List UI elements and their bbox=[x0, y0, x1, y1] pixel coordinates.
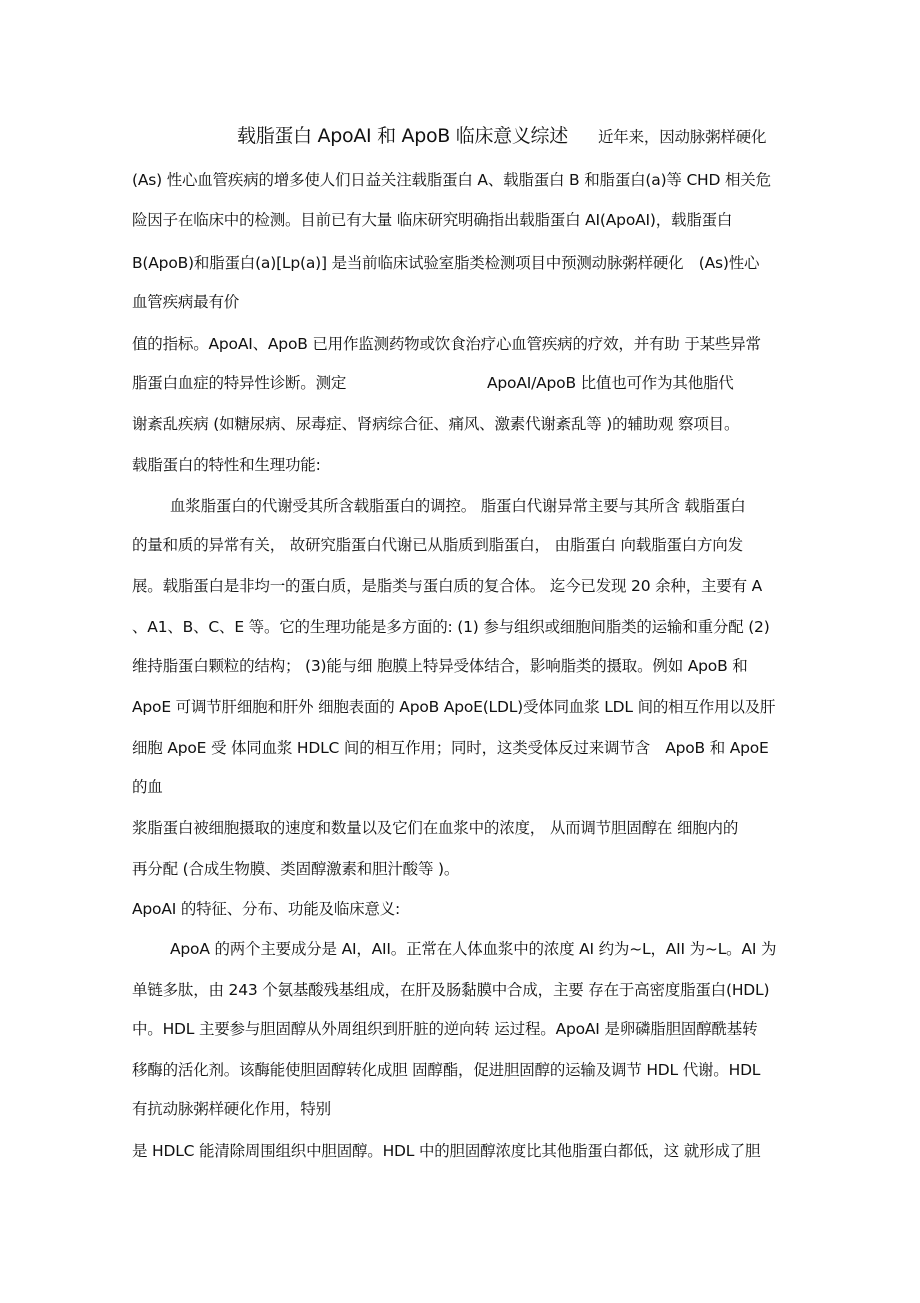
document-title: 载脂蛋白 ApoAI 和 ApoB 临床意义综述 bbox=[237, 125, 568, 147]
paragraph-line: 近年来，因动脉粥样硬化 bbox=[598, 128, 767, 146]
paragraph-line: ApoAI/ApoB 比值也可作为其他脂代 bbox=[487, 374, 734, 392]
paragraph-line: 是 HDLC 能清除周围组织中胆固醇。HDL 中的胆固醇浓度比其他脂蛋白都低，这 就形成了胆 bbox=[132, 1142, 761, 1160]
paragraph-line: 谢紊乱疾病 (如糖尿病、尿毒症、肾病综合征、痛风、激素代谢紊乱等 )的辅助观 察项目。 bbox=[132, 415, 740, 433]
paragraph-line: 移酶的活化剂。该酶能使胆固醇转化成胆 固醇酯，促进胆固醇的运输及调节 HDL 代谢。HDL bbox=[132, 1061, 761, 1079]
paragraph-line: 、A1、B、C、E 等。它的生理功能是多方面的: (1) 参与组织或细胞间脂类的运输和重分配 (2) bbox=[132, 618, 770, 636]
paragraph-line: 再分配 (合成生物膜、类固醇激素和胆汁酸等 )。 bbox=[132, 860, 460, 878]
section-heading: 载脂蛋白的特性和生理功能: bbox=[132, 456, 321, 474]
paragraph-line: ApoA 的两个主要成分是 AI，AII。正常在人体血浆中的浓度 AI 约为~L，AII 为~L。AI 为 bbox=[170, 940, 777, 958]
paragraph-line: 血管疾病最有价 bbox=[132, 293, 240, 311]
paragraph-line: 展。载脂蛋白是非均一的蛋白质，是脂类与蛋白质的复合体。 迄今已发现 20 余种，主要有 A bbox=[132, 577, 763, 595]
paragraph-line: 单链多肽，由 243 个氨基酸残基组成，在肝及肠黏膜中合成，主要 存在于高密度脂蛋白(HDL) bbox=[132, 981, 770, 999]
paragraph-line: 维持脂蛋白颗粒的结构； (3)能与细 胞膜上特异受体结合，影响脂类的摄取。例如 ApoB 和 bbox=[132, 657, 748, 675]
paragraph-line: 中。HDL 主要参与胆固醇从外周组织到肝脏的逆向转 运过程。ApoAI 是卵磷脂胆固醇酰基转 bbox=[132, 1020, 758, 1038]
paragraph-line: (As) 性心血管疾病的增多使人们日益关注载脂蛋白 A、载脂蛋白 B 和脂蛋白(a)等 CHD 相关危 bbox=[132, 171, 771, 189]
paragraph-line: ApoE 可调节肝细胞和肝外 细胞表面的 ApoB ApoE(LDL)受体同血浆 LDL 间的相互作用以及肝 bbox=[132, 698, 776, 716]
paragraph-line: 的血 bbox=[132, 778, 163, 796]
paragraph-line: 血浆脂蛋白的代谢受其所含载脂蛋白的调控。 脂蛋白代谢异常主要与其所含 载脂蛋白 bbox=[170, 497, 746, 515]
paragraph-line: 有抗动脉粥样硬化作用，特别 bbox=[132, 1100, 331, 1118]
paragraph-line: 的量和质的异常有关， 故研究脂蛋白代谢已从脂质到脂蛋白， 由脂蛋白 向载脂蛋白方向发 bbox=[132, 536, 743, 554]
paragraph-line: 险因子在临床中的检测。目前已有大量 临床研究明确指出载脂蛋白 AI(ApoAI)，载脂蛋白 bbox=[132, 211, 733, 229]
paragraph-line: 值的指标。ApoAI、ApoB 已用作监测药物或饮食治疗心血管疾病的疗效，并有助 于某些异常 bbox=[132, 335, 761, 353]
paragraph-line: 浆脂蛋白被细胞摄取的速度和数量以及它们在血浆中的浓度， 从而调节胆固醇在 细胞内的 bbox=[132, 819, 739, 837]
section-heading: ApoAI 的特征、分布、功能及临床意义: bbox=[132, 900, 401, 918]
paragraph-line: 脂蛋白血症的特异性诊断。测定 bbox=[132, 374, 347, 392]
paragraph-line: 细胞 ApoE 受 体同血浆 HDLC 间的相互作用；同时，这类受体反过来调节含 ApoB 和 ApoE bbox=[132, 739, 769, 757]
paragraph-line: B(ApoB)和脂蛋白(a)[Lp(a)] 是当前临床试验室脂类检测项目中预测动脉粥样硬化 (As)性心 bbox=[132, 254, 760, 272]
